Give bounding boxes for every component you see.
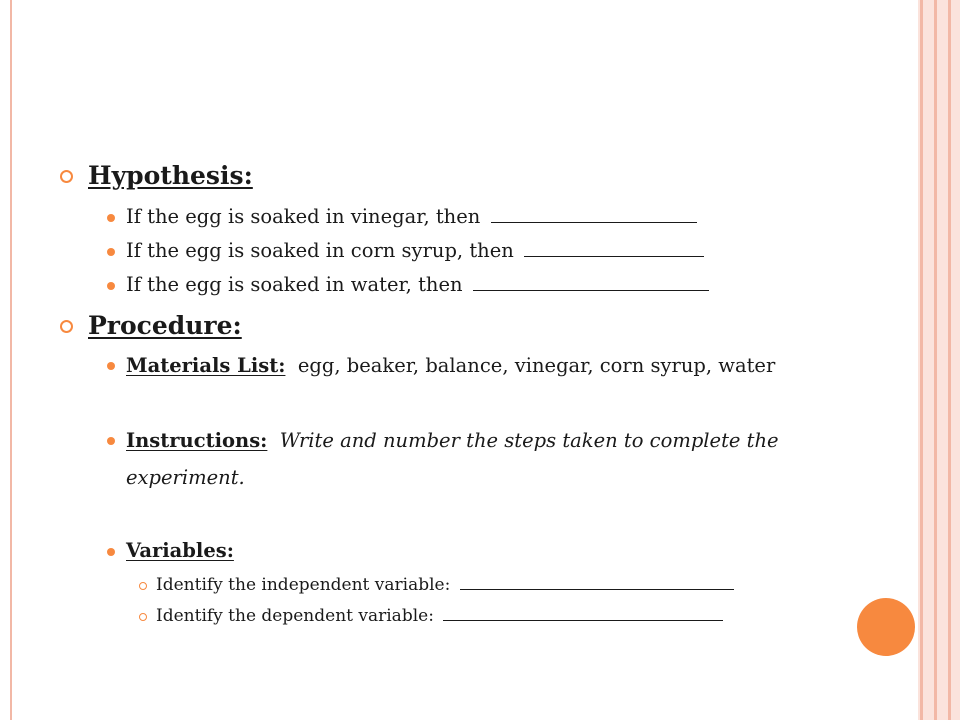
dot-bullet-icon (107, 548, 115, 556)
variables-label: Variables: (126, 539, 234, 562)
right-border-line-3 (948, 0, 951, 720)
variables-item (60, 534, 820, 568)
instructions-item (60, 422, 820, 496)
dot-bullet-icon (107, 248, 115, 256)
procedure-section (60, 308, 820, 632)
ring-bullet-icon (60, 320, 73, 333)
variables-list (60, 570, 820, 632)
left-border-line (10, 0, 12, 720)
hypothesis-item-text: If the egg is soaked in corn syrup, then (126, 239, 514, 262)
right-border-line-2 (934, 0, 937, 720)
answer-blank[interactable] (460, 571, 734, 590)
right-border-line-1 (920, 0, 923, 720)
answer-blank[interactable] (524, 234, 704, 257)
variables-item-line (60, 570, 820, 601)
instructions-label: Instructions: (126, 429, 268, 452)
dot-bullet-icon (107, 362, 115, 370)
materials-item (60, 347, 820, 384)
answer-blank[interactable] (491, 200, 697, 223)
ring-bullet-icon (60, 170, 73, 183)
materials-label: Materials List: (126, 354, 286, 377)
hypothesis-list (60, 200, 820, 302)
right-border-band (918, 0, 960, 720)
dot-bullet-icon (107, 282, 115, 290)
hypothesis-item-text: If the egg is soaked in water, then (126, 273, 463, 296)
procedure-heading (60, 308, 820, 344)
hypothesis-item (60, 234, 820, 268)
variables-item-text: Identify the independent variable: (156, 575, 451, 595)
answer-blank[interactable] (443, 602, 723, 621)
hypothesis-item-text: If the egg is soaked in vinegar, then (126, 205, 481, 228)
ring-bullet-icon (139, 582, 147, 590)
hypothesis-item (60, 268, 820, 302)
dot-bullet-icon (107, 214, 115, 222)
variables-item-line (60, 601, 820, 632)
variables-item-text: Identify the dependent variable: (156, 606, 434, 626)
procedure-title: Procedure: (88, 311, 242, 340)
slide-content (60, 158, 820, 632)
hypothesis-item (60, 200, 820, 234)
decorative-circle (857, 598, 915, 656)
answer-blank[interactable] (473, 268, 709, 291)
hypothesis-title: Hypothesis: (88, 161, 253, 190)
materials-text: egg, beaker, balance, vinegar, corn syrup, water (297, 354, 776, 377)
hypothesis-section (60, 158, 820, 302)
instructions-text: Write and number the steps taken to complete the experiment. (126, 429, 779, 489)
procedure-list (60, 347, 820, 568)
dot-bullet-icon (107, 437, 115, 445)
hypothesis-heading (60, 158, 820, 194)
ring-bullet-icon (139, 613, 147, 621)
